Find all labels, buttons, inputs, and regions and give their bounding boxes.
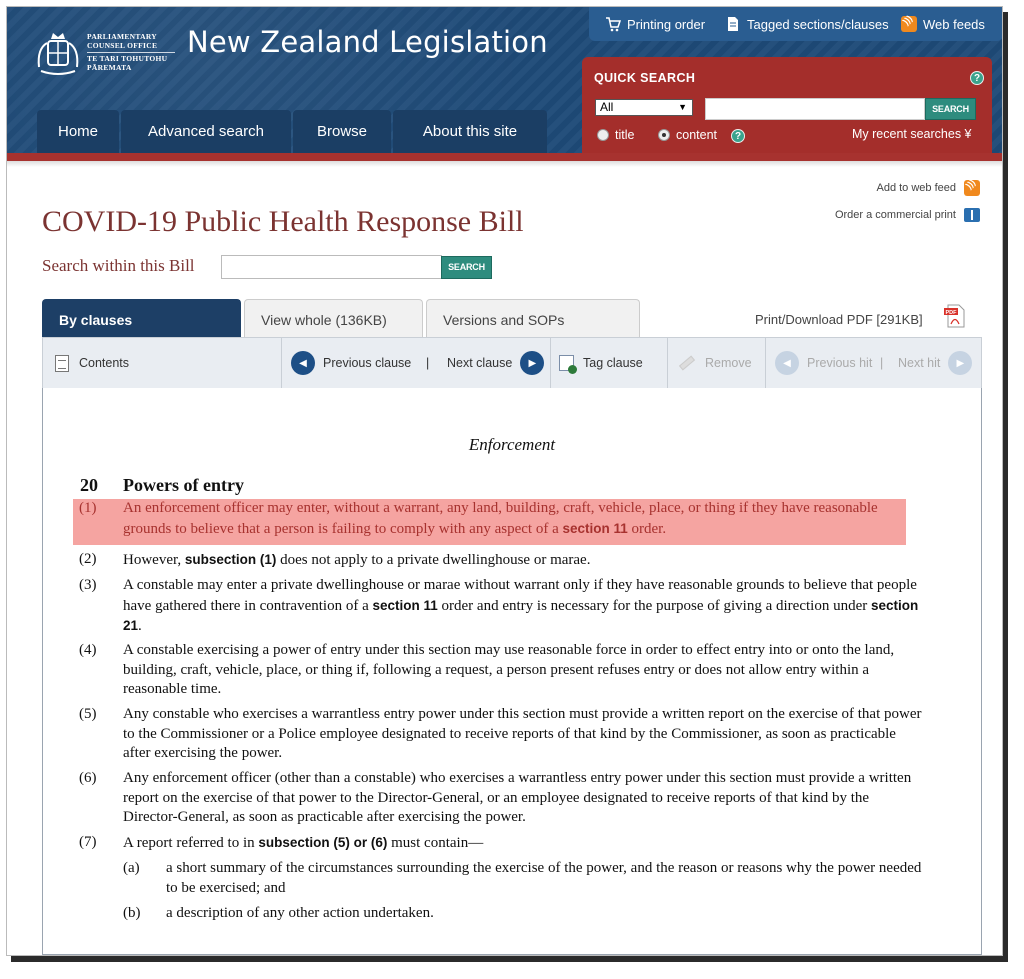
previous-clause-button[interactable] (291, 338, 411, 388)
tab-view-whole[interactable]: View whole (136KB) (244, 299, 423, 337)
search-scope-select[interactable] (595, 99, 693, 116)
next-hit-button[interactable] (898, 338, 972, 388)
subsection-number: (1) (79, 500, 97, 516)
radio-title-indicator (597, 129, 609, 141)
search-within-button[interactable]: SEARCH (441, 256, 492, 279)
header-accent-bar (7, 153, 1002, 161)
dropdown-arrow-icon: ▼ (678, 102, 687, 112)
section-21-link[interactable]: section 21 (123, 597, 919, 633)
nav-advanced-search[interactable]: Advanced search (121, 110, 291, 153)
pdf-icon[interactable] (942, 303, 968, 329)
quick-search-panel (582, 57, 992, 153)
pco-line-2: COUNSEL OFFICE (87, 40, 158, 50)
tagged-sections-link[interactable] (725, 16, 889, 32)
arrow-right-icon: ▶ (520, 351, 544, 375)
document-icon (725, 16, 741, 32)
rss-icon (901, 16, 917, 32)
nav-home[interactable]: Home (37, 110, 119, 153)
radio-title-label: title (615, 128, 635, 142)
document-content (42, 388, 982, 955)
subsection-number: (3) (79, 577, 97, 593)
subsection-text: However, subsection (1) does not apply to a private dwellinghouse or marae. (123, 552, 591, 568)
tagged-sections-label: Tagged sections/clauses (747, 16, 889, 32)
site-title[interactable]: New Zealand Legislation (187, 25, 548, 59)
quick-search-input[interactable] (705, 98, 925, 120)
paragraph-number: (b) (123, 905, 141, 921)
web-feeds-link[interactable] (901, 16, 985, 32)
add-web-feed-label: Add to web feed (876, 182, 956, 194)
tab-by-clauses[interactable]: By clauses (42, 299, 241, 337)
tag-clause-button[interactable] (559, 338, 643, 388)
previous-hit-button[interactable] (775, 338, 872, 388)
tag-clause-label: Tag clause (583, 356, 643, 370)
radio-content-label: content (676, 128, 718, 142)
arrow-left-icon: ◀ (775, 351, 799, 375)
search-within-label: Search within this Bill (42, 256, 195, 275)
subsection-text: Any enforcement officer (other than a constable) who exercises a warrantless entry power under this section must provide a written report on the exercise of that power to the Director-General, or an employee designated to receive reports of that kind by the Director-General, as soon as practicable after exercising the power. (123, 770, 912, 825)
printing-order-link[interactable] (605, 16, 705, 32)
section-number: 20 (80, 475, 98, 495)
next-hit-label: Next hit (898, 356, 941, 370)
remove-button[interactable] (679, 338, 752, 388)
arrow-left-icon: ◀ (291, 351, 315, 375)
subsection-number: (2) (79, 551, 97, 567)
cart-icon (605, 16, 621, 32)
contents-label: Contents (79, 356, 130, 370)
paragraph-number: (a) (123, 860, 140, 876)
subsection-number: (5) (79, 706, 97, 722)
subsection-text: Any constable who exercises a warrantless entry power under this section must provide a written report on the exercise of that power to the Commissioner or a Police employee designated to receive reports of that kind by the Commissioner, as soon as practicable after exercising the power. (123, 706, 922, 761)
section-title: Powers of entry (123, 475, 244, 495)
remove-label: Remove (705, 356, 752, 370)
section-11-link[interactable]: section 11 (372, 597, 438, 613)
search-within-input[interactable] (221, 255, 442, 279)
book-icon (964, 208, 980, 222)
toolbar-divider: | (426, 356, 430, 370)
pencil-icon (679, 356, 695, 371)
search-scope-value: All (600, 100, 614, 114)
svg-text:PDF: PDF (945, 309, 957, 316)
contents-icon (55, 355, 69, 372)
site-header (7, 7, 1002, 153)
coat-of-arms-icon (33, 29, 83, 79)
radio-content-indicator (658, 129, 670, 141)
arrow-right-icon: ▶ (948, 351, 972, 375)
previous-hit-label: Previous hit (807, 356, 873, 370)
clause-toolbar (42, 337, 982, 389)
pco-line-4: PĀREMATA (87, 62, 132, 72)
help-icon-content[interactable]: ? (731, 129, 745, 143)
nav-browse[interactable]: Browse (293, 110, 391, 153)
radio-content[interactable] (658, 128, 717, 142)
tag-icon (559, 355, 574, 371)
previous-clause-label: Previous clause (323, 356, 412, 370)
top-links-bar (589, 7, 1003, 41)
rss-icon (964, 180, 980, 196)
page-frame (6, 6, 1003, 956)
contents-button[interactable] (55, 338, 129, 388)
quick-search-title: QUICK SEARCH (594, 71, 696, 85)
pco-line-3: TE TARI TOHUTOHU (87, 54, 168, 63)
subsection-text: An enforcement officer may enter, without a warrant, any land, building, craft, vehicle, place, or thing if they have reasonable grounds to believe that a person is failing to comply with any aspect of a section 11 order. (123, 500, 878, 537)
web-feeds-label: Web feeds (923, 16, 985, 32)
paragraph-text: a short summary of the circumstances surrounding the exercise of the power, and the reason or reasons why the power needed to be exercised; and (166, 860, 922, 896)
subsection-number: (6) (79, 770, 97, 786)
next-clause-label: Next clause (447, 356, 513, 370)
quick-search-button[interactable]: SEARCH (925, 98, 976, 120)
subsection-number: (7) (79, 834, 97, 850)
pco-name (87, 33, 175, 72)
tab-versions[interactable]: Versions and SOPs (426, 299, 640, 337)
subsection-1-link[interactable]: subsection (1) (184, 552, 277, 567)
toolbar-divider: | (880, 356, 884, 370)
pco-line-1: PARLIAMENTARY (87, 32, 158, 41)
add-web-feed-link[interactable] (876, 180, 980, 196)
subsection-5-6-link[interactable]: subsection (5) or (6) (258, 835, 388, 850)
pdf-download-link[interactable]: Print/Download PDF [291KB] (755, 312, 923, 327)
radio-title[interactable] (597, 128, 634, 142)
subsection-number: (4) (79, 642, 97, 658)
paragraph-text: a description of any other action undertaken. (166, 905, 434, 921)
subsection-1 (73, 499, 906, 545)
printing-order-label: Printing order (627, 16, 706, 32)
nav-about[interactable]: About this site (393, 110, 547, 153)
section-11-link[interactable]: section 11 (562, 520, 628, 536)
subsection-text: A report referred to in subsection (5) or (6) must contain— (123, 835, 484, 851)
subsection-text: A constable exercising a power of entry under this section may use reasonable force in order to effect entry into or onto the land, building, craft, vehicle, place, or thing if, following a request, a person present refuses entry or does not allow entry within a reasonable time. (123, 642, 895, 697)
order-print-label: Order a commercial print (834, 209, 956, 221)
subsection-text: A constable may enter a private dwellinghouse or marae without warrant only if they have reasonable grounds to believe that people have gathered there in contravention of a section 11 order and entry is necessary for the purpose of giving a direction under section 21. (123, 577, 919, 634)
page-title: COVID-19 Public Health Response Bill (42, 205, 524, 238)
part-heading: Enforcement (468, 435, 556, 454)
recent-searches-link[interactable]: My recent searches ¥ (852, 127, 972, 141)
help-icon[interactable]: ? (970, 71, 984, 85)
next-clause-button[interactable] (447, 338, 544, 388)
order-print-link[interactable] (835, 208, 980, 222)
